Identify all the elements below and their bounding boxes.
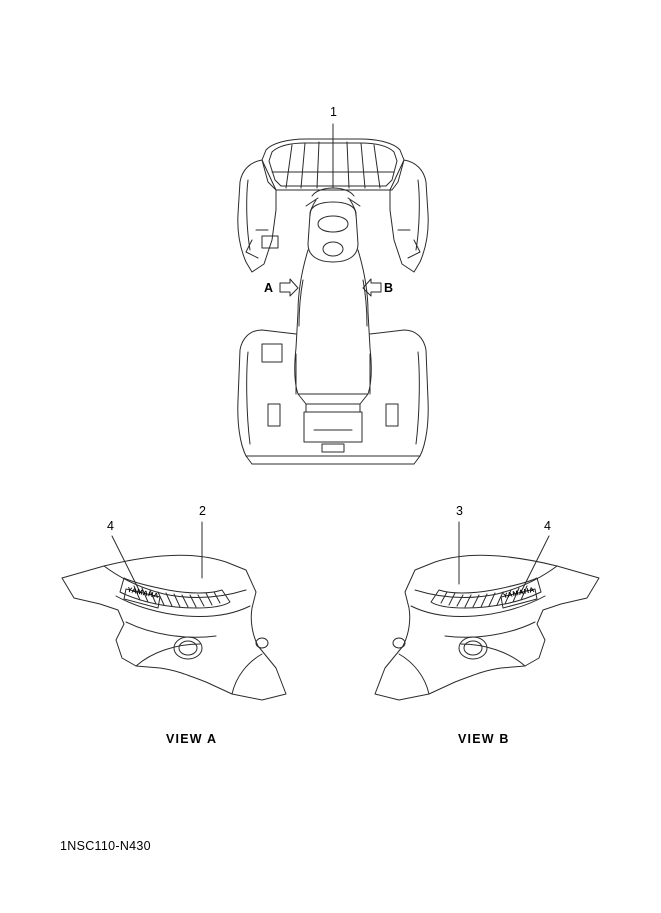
decal-logo-text-left: YAMAHA bbox=[126, 586, 160, 601]
view-b-label: VIEW B bbox=[458, 732, 510, 746]
drawing-part-code: 1NSC110-N430 bbox=[60, 839, 151, 853]
section-arrow-a bbox=[280, 279, 298, 296]
leader-line-4-left bbox=[112, 536, 140, 592]
callout-number-1: 1 bbox=[330, 105, 338, 119]
section-mark-b-label: B bbox=[384, 281, 394, 295]
callout-number-2: 2 bbox=[199, 504, 207, 518]
top-view-atv-body bbox=[238, 139, 428, 464]
callout-number-3: 3 bbox=[456, 504, 464, 518]
callout-number-4-right: 4 bbox=[544, 519, 552, 533]
decal-logo-text-right: YAMAHA bbox=[502, 586, 536, 601]
callout-number-4-left: 4 bbox=[107, 519, 115, 533]
view-a-fender-detail bbox=[62, 555, 286, 700]
leader-line-4-right bbox=[521, 536, 549, 592]
view-b-fender-detail bbox=[375, 555, 599, 700]
view-a-label: VIEW A bbox=[166, 732, 218, 746]
section-mark-a-label: A bbox=[264, 281, 274, 295]
